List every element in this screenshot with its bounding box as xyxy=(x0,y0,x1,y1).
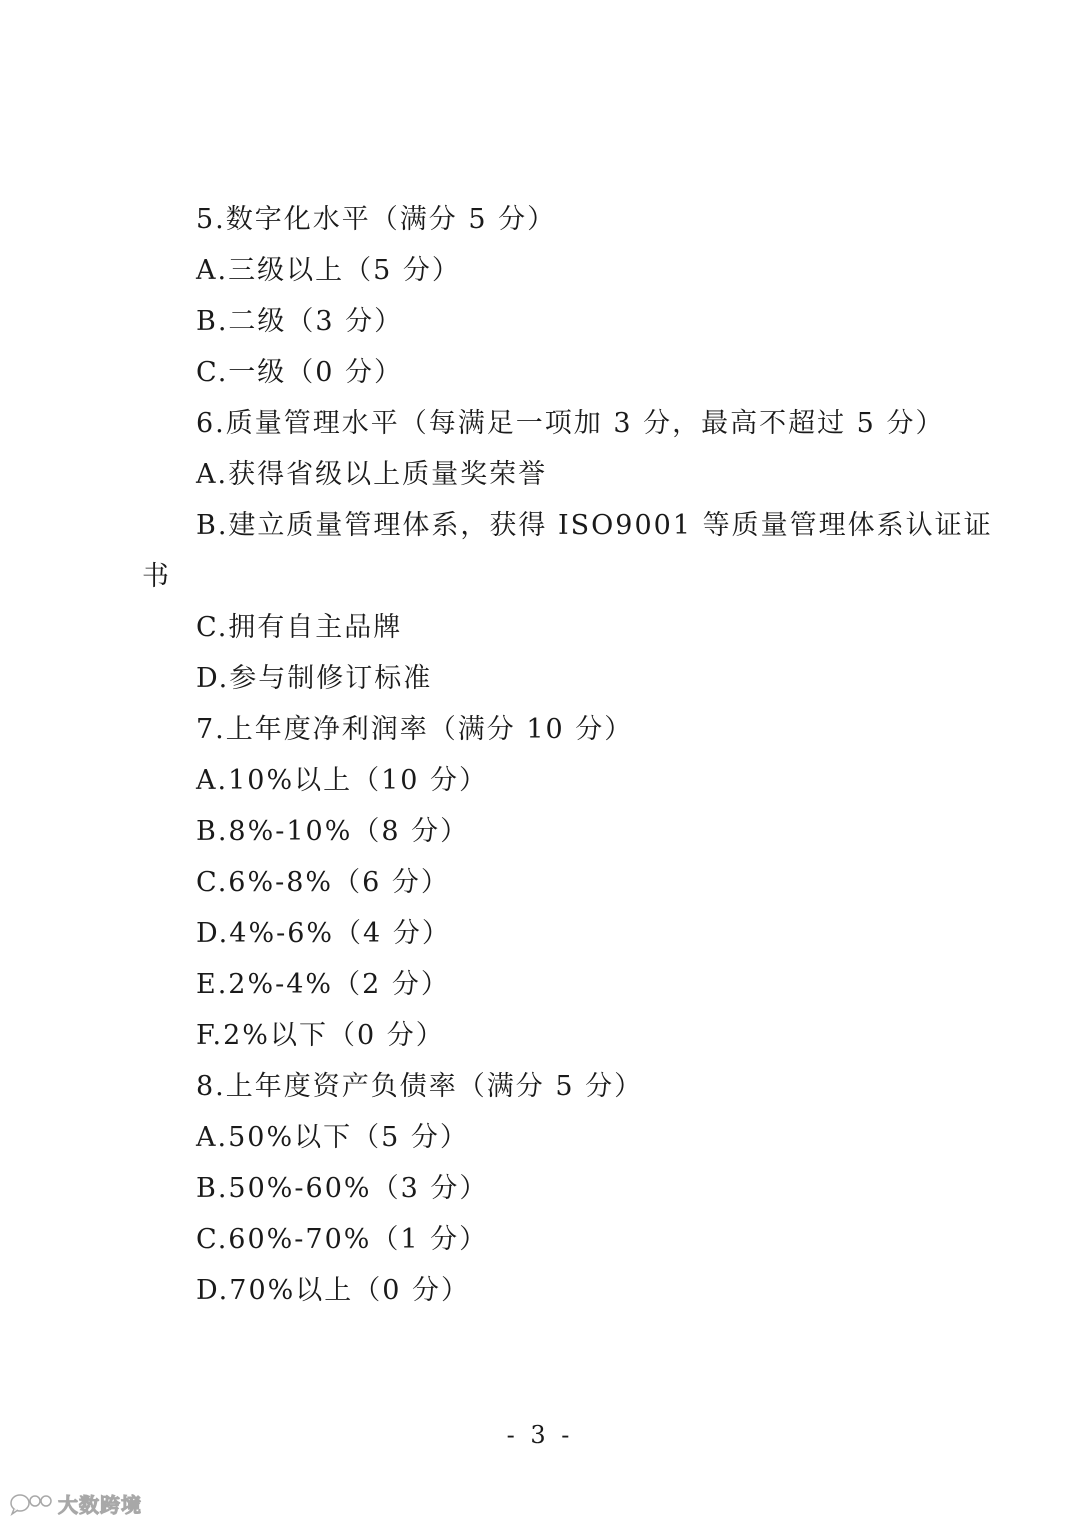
option-line: B.建立质量管理体系，获得 ISO9001 等质量管理体系认证证 xyxy=(196,510,993,541)
watermark xyxy=(8,1488,142,1518)
watermark-text: 大数跨境 xyxy=(58,1492,142,1517)
option-line-continuation: 书 xyxy=(142,561,171,592)
option-line: A.10%以上（10 分） xyxy=(196,765,489,796)
section-heading-debt-ratio: 8.上年度资产负债率（满分 5 分） xyxy=(196,1071,644,1102)
option-line: D.70%以上（0 分） xyxy=(196,1275,471,1306)
speech-bubble-logo-icon xyxy=(8,1490,54,1516)
option-line: A.三级以上（5 分） xyxy=(196,255,461,286)
section-heading-quality: 6.质量管理水平（每满足一项加 3 分，最高不超过 5 分） xyxy=(196,408,945,439)
page-number: - 3 - xyxy=(506,1421,574,1449)
option-line: B.8%-10%（8 分） xyxy=(196,816,470,847)
option-line: A.获得省级以上质量奖荣誉 xyxy=(196,459,548,490)
option-line: D.参与制修订标准 xyxy=(196,663,433,694)
section-heading-digitalization: 5.数字化水平（满分 5 分） xyxy=(196,204,557,235)
option-line: B.二级（3 分） xyxy=(196,306,404,337)
option-line: C.6%-8%（6 分） xyxy=(196,867,450,898)
option-line: A.50%以下（5 分） xyxy=(196,1122,469,1153)
section-heading-net-profit: 7.上年度净利润率（满分 10 分） xyxy=(196,714,634,745)
option-line: E.2%-4%（2 分） xyxy=(196,969,450,1000)
option-line: D.4%-6%（4 分） xyxy=(196,918,451,949)
option-line: F.2%以下（0 分） xyxy=(196,1020,445,1051)
option-line: C.一级（0 分） xyxy=(196,357,404,388)
option-line: B.50%-60%（3 分） xyxy=(196,1173,489,1204)
option-line: C.60%-70%（1 分） xyxy=(196,1224,489,1255)
option-line: C.拥有自主品牌 xyxy=(196,612,403,643)
